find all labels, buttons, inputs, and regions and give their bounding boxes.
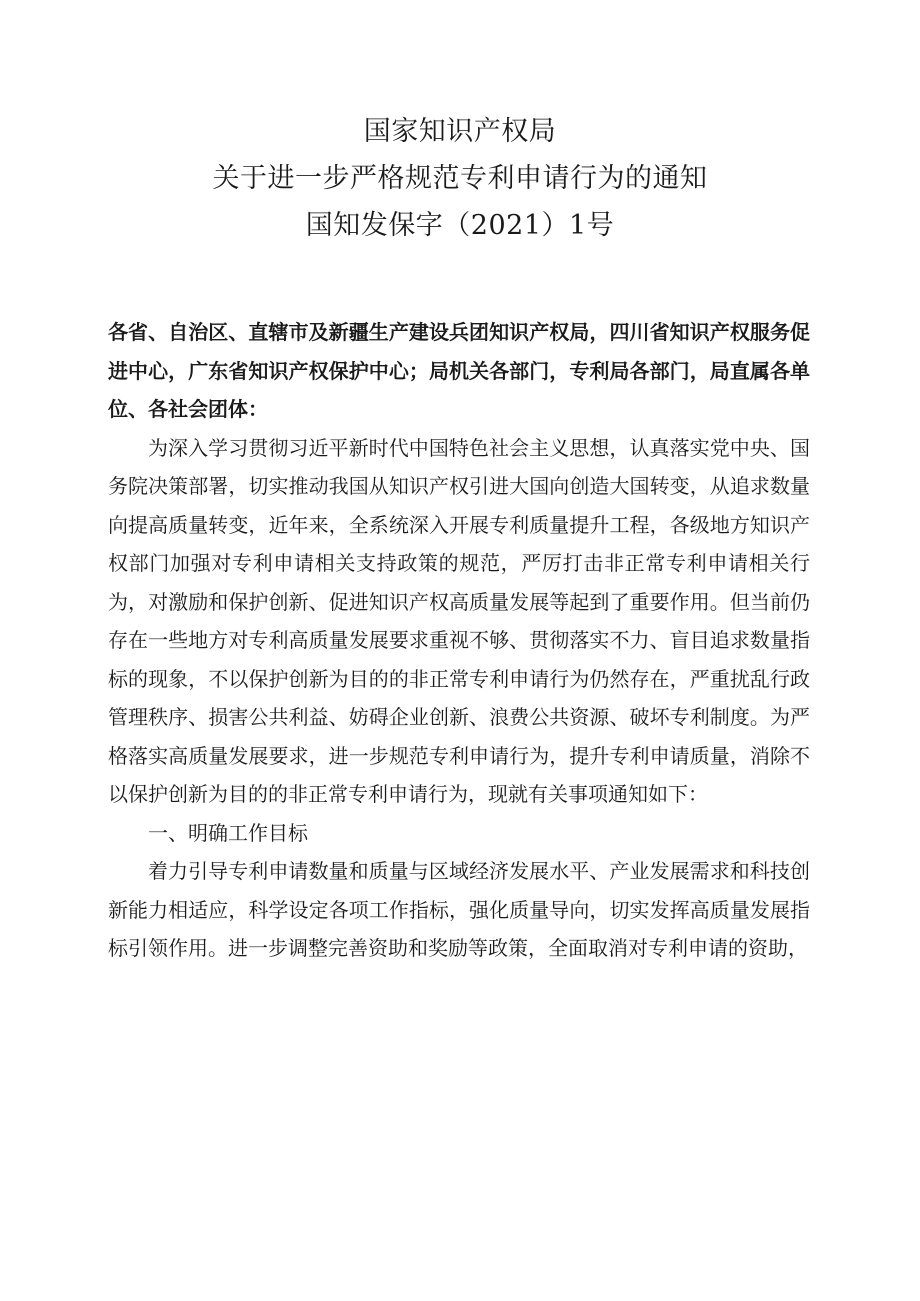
intro-paragraph: 为深入学习贯彻习近平新时代中国特色社会主义思想，认真落实党中央、国务院决策部署，切实推动我国从知识产权引进大国向创造大国转变，从追求数量向提高质量转变，近年来，全系统深入开展专利质量提升工程，各级地方知识产权部门加强对专利申请相关支持政策的规范，严厉打击非正常专利申请相关行为，对激励和保护创新、促进知识产权高质量发展等起到了重要作用。但当前仍存在一些地方对专利高质量发展要求重视不够、贯彻落实不力、盲目追求数量指标的现象，不以保护创新为目的的非正常专利申请行为仍然存在，严重扰乱行政管理秩序、损害公共利益、妨碍企业创新、浪费公共资源、破坏专利制度。为严格落实高质量发展要求，进一步规范专利申请行为，提升专利申请质量，消除不以保护创新为目的的非正常专利申请行为，现就有关事项通知如下： xyxy=(108,435,810,806)
issuing-agency: 国家知识产权局 xyxy=(363,116,557,147)
document-title: 关于进一步严格规范专利申请行为的通知 xyxy=(212,163,708,194)
document-number: 国知发保字（2021）1号 xyxy=(305,210,615,241)
document-header xyxy=(0,118,920,259)
addressee-line: 各省、自治区、直辖市及新疆生产建设兵团知识产权局，四川省知识产权服务促进中心，广东省知识产权保护中心；局机关各部门，专利局各部门，局直属各单位、各社会团体： xyxy=(108,320,810,421)
section-body-paragraph: 着力引导专利申请数量和质量与区域经济发展水平、产业发展需求和科技创新能力相适应，科学设定各项工作指标，强化质量导向，切实发挥高质量发展指标引领作用。进一步调整完善资助和奖励等政策，全面取消对专利申请的资助， xyxy=(108,859,810,960)
section-heading: 一、明确工作目标 xyxy=(148,820,308,845)
document-body xyxy=(108,313,810,968)
